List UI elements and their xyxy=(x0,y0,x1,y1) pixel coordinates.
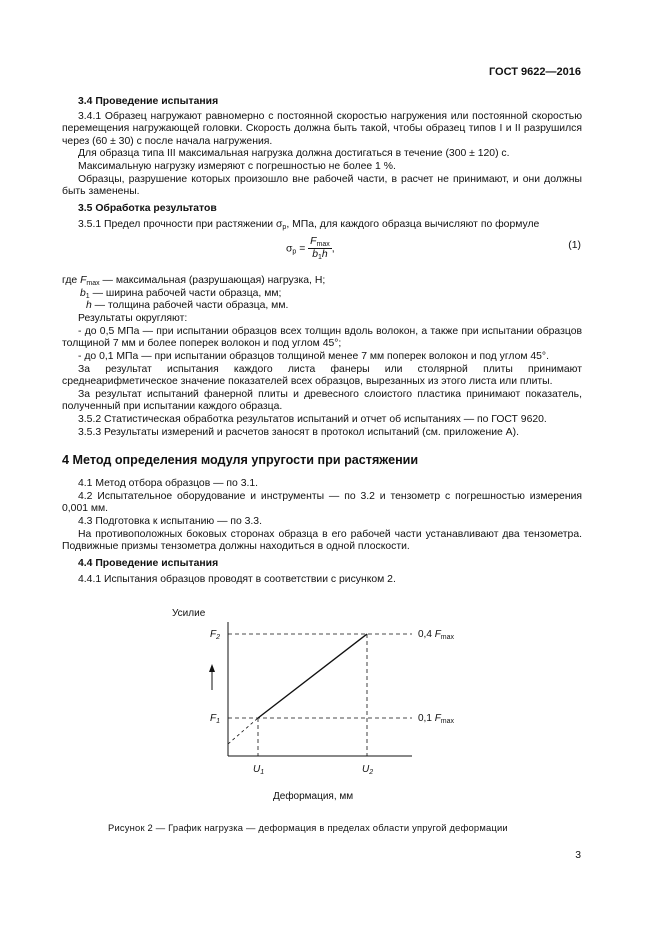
rounding-intro: Результаты округляют: xyxy=(78,313,188,324)
upper-level-label: 0,4 $F_{max}$ xyxy=(418,629,455,641)
where-fmax: где $F_{max}$ — максимальная (разрушающая) нагрузка, Н; xyxy=(62,275,326,287)
load-deformation-figure xyxy=(160,600,480,810)
load-line xyxy=(258,634,367,718)
para-4-4-1: 4.4.1 Испытания образцов проводят в соответствии с рисунком 2. xyxy=(78,574,396,585)
para-3-4-1: 3.4.1 Образец нагружают равномерно с постоянной скоростью нагружения или постоянной скоростью перемещения нагружающей головки. Скорость должна быть такой, чтобы образец типов I и II разрушился через (60 ± 30) с после начала нагружения. xyxy=(62,111,582,147)
lower-level-label: 0,1 $F_{max}$ xyxy=(418,713,455,725)
section-3-5-title: 3.5 Обработка результатов xyxy=(78,203,217,214)
para-max-load: Максимальную нагрузку измеряют с погрешностью не более 1 %. xyxy=(78,161,396,172)
para-plywood-result: За результат испытания каждого листа фанеры или столярной плиты принимают среднеарифметическое значение показателей всех образцов, вырезанных из этого листа или плиты. xyxy=(62,364,582,388)
para-laminated-result: За результат испытаний фанерной плиты и древесного слоистого пластика принимают показатель, полученный при испытании каждого образца. xyxy=(62,389,582,413)
where-b1: $b_1$ — ширина рабочей части образца, мм; xyxy=(80,288,282,300)
figure-caption: Рисунок 2 — График нагрузка — деформация в пределах области упругой деформации xyxy=(108,822,508,833)
formula-1: $\sigma_р$ = $\frac{F_{max}}{b_1h}$ , xyxy=(286,236,335,262)
rounding-bullet-1: - до 0,5 МПа — при испытании образцов всех толщин вдоль волокон, а также при испытании образцов толщиной 7 мм и более поперек волокон и под углом 45°; xyxy=(62,326,582,350)
para-4-3: 4.3 Подготовка к испытанию — по 3.3. xyxy=(78,516,262,527)
where-h: h — толщина рабочей части образца, мм. xyxy=(86,300,289,311)
rounding-bullet-2: - до 0,1 МПа — при испытании образцов толщиной менее 7 мм поперек волокон и под углом 45°. xyxy=(78,351,549,362)
section-4-4-title: 4.4 Проведение испытания xyxy=(78,558,219,569)
document-number: ГОСТ 9622—2016 xyxy=(488,66,581,78)
para-3-5-2: 3.5.2 Статистическая обработка результатов испытаний и отчет об испытаниях — по ГОСТ 9620. xyxy=(78,414,547,425)
section-3-4-title: 3.4 Проведение испытания xyxy=(78,96,219,107)
extension-line xyxy=(228,718,258,744)
para-type-3: Для образца типа III максимальная нагрузка должна достигаться в течение (300 ± 120) с. xyxy=(78,148,510,159)
para-tensometers: На противоположных боковых сторонах образца в его рабочей части устанавливают два тензометра. Подвижные призмы тензометра должны находиться в одной плоскости. xyxy=(62,529,582,553)
page-number: 3 xyxy=(575,850,581,861)
para-3-5-3: 3.5.3 Результаты измерений и расчетов заносят в протокол испытаний (см. приложение А). xyxy=(78,427,519,438)
y-axis-label: Усилие xyxy=(172,608,206,619)
up-arrow-icon xyxy=(209,664,215,672)
u2-label: $U_2$ xyxy=(362,764,374,776)
f1-label: $F_1$ xyxy=(210,713,221,725)
u1-label: $U_1$ xyxy=(253,764,265,776)
para-3-5-1: 3.5.1 Предел прочности при растяжении $\sigma_р$, МПа, для каждого образца вычисляют по формуле xyxy=(78,219,540,231)
f2-label: $F_2$ xyxy=(210,629,221,641)
para-broken-outside: Образцы, разрушение которых произошло вне рабочей части, в расчет не принимают, и они должны быть заменены. xyxy=(62,174,582,198)
formula-number: (1) xyxy=(568,240,581,251)
x-axis-label: Деформация, мм xyxy=(273,791,354,802)
para-4-1: 4.1 Метод отбора образцов — по 3.1. xyxy=(78,478,259,489)
section-4-title: 4 Метод определения модуля упругости при растяжении xyxy=(62,453,419,467)
para-4-2: 4.2 Испытательное оборудование и инструменты — по 3.2 и тензометр с погрешностью измерения 0,001 мм. xyxy=(62,491,582,515)
